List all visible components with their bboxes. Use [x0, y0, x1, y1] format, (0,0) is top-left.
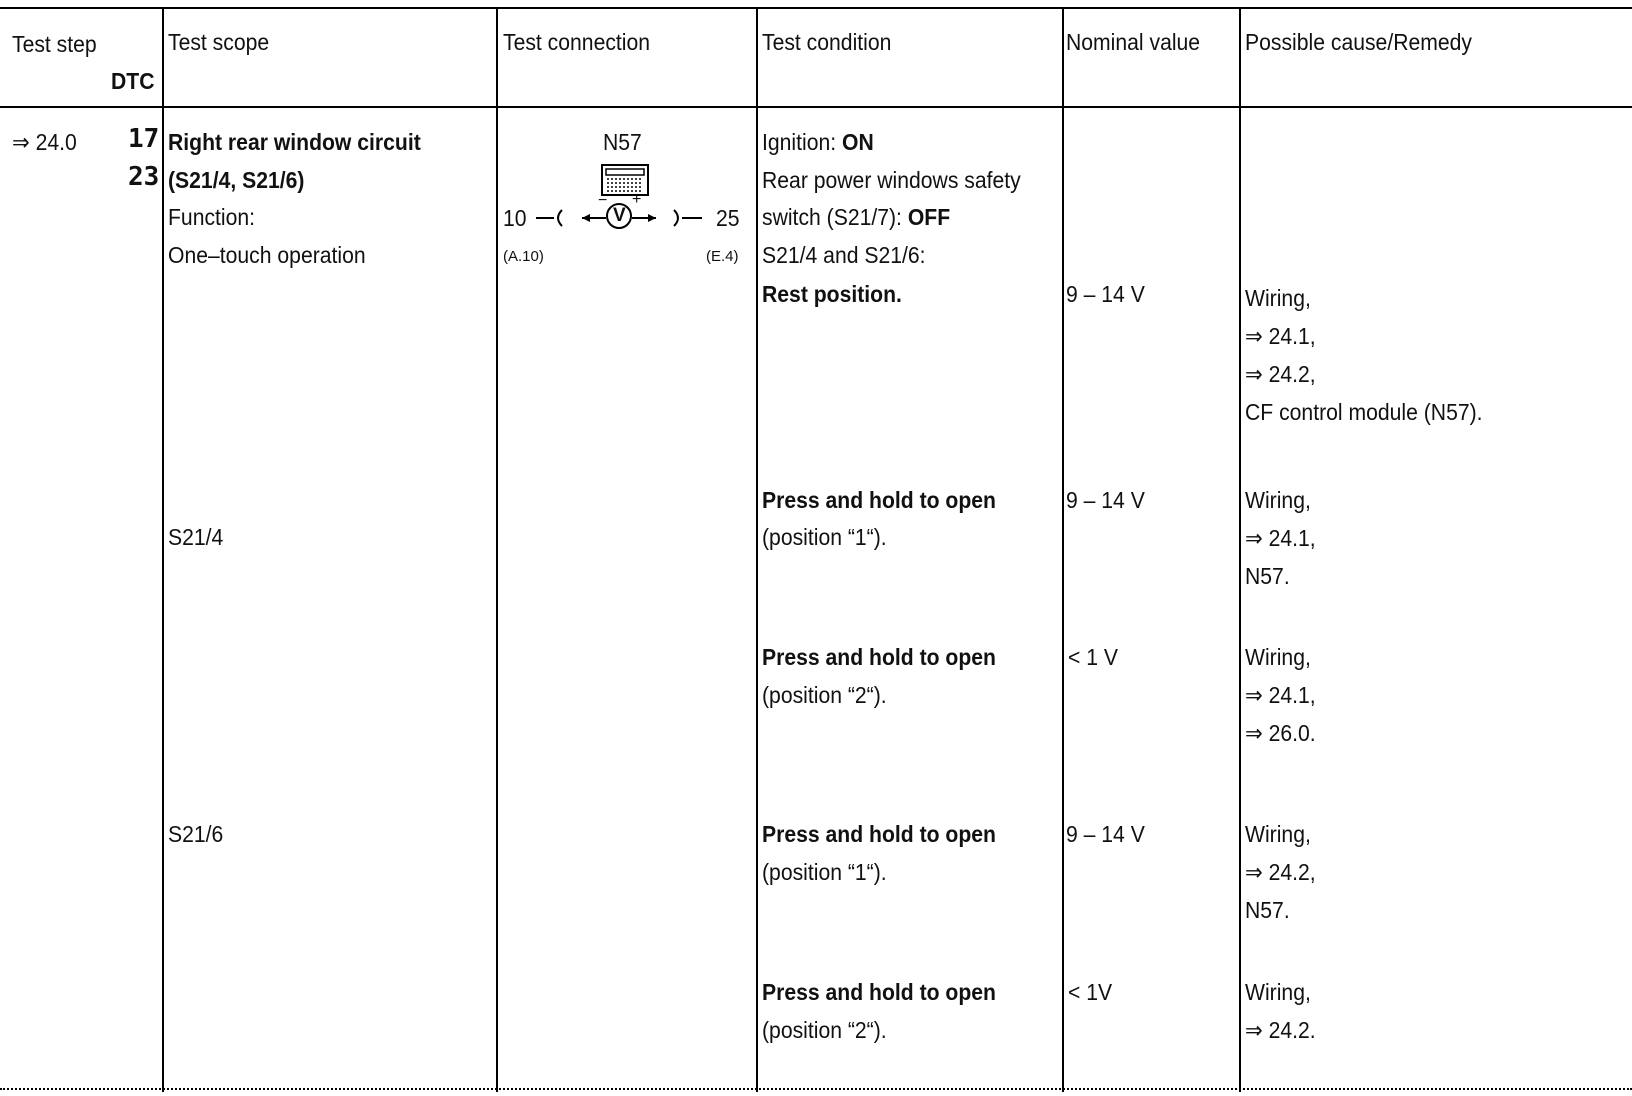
remedy-row2-line1: Wiring,: [1245, 487, 1311, 513]
condition-row5-bold: Press and hold to open: [762, 979, 996, 1005]
condition-safety-line1: Rear power windows safety: [762, 167, 1021, 193]
header-test-step: Test step: [12, 31, 97, 57]
header-test-connection: Test connection: [503, 29, 651, 55]
remedy-row4-line3: N57.: [1245, 897, 1290, 923]
condition-row2-bold: Press and hold to open: [762, 487, 996, 513]
nominal-row1: 9 – 14 V: [1066, 281, 1145, 307]
test-step-number: ⇒ 24.0: [12, 129, 77, 155]
condition-ignition: [762, 131, 874, 154]
col-divider-1: [162, 7, 164, 1092]
remedy-row5-line2: ⇒ 24.2.: [1245, 1017, 1316, 1043]
scope-function-label: Function:: [168, 204, 256, 230]
condition-row4-sub: (position “1“).: [762, 859, 887, 885]
remedy-row3-line1: Wiring,: [1245, 644, 1311, 670]
header-nominal-value: Nominal value: [1066, 29, 1201, 55]
remedy-row4-line1: Wiring,: [1245, 821, 1311, 847]
scope-function-value: One–touch operation: [168, 242, 366, 268]
control-module-icon: [601, 164, 649, 196]
condition-row1-bold: Rest position.: [762, 281, 902, 307]
nominal-row3: < 1 V: [1068, 644, 1119, 670]
remedy-row2-line2: ⇒ 24.1,: [1245, 525, 1316, 551]
scope-title-line1: Right rear window circuit: [168, 129, 421, 155]
condition-row2-sub: (position “1“).: [762, 524, 887, 550]
connection-left-socket: (A.10): [503, 248, 544, 265]
voltmeter-plus: +: [632, 191, 642, 208]
scope-title-line2: (S21/4, S21/6): [168, 167, 305, 193]
remedy-row5-line1: Wiring,: [1245, 979, 1311, 1005]
header-dtc: DTC: [111, 68, 155, 94]
connection-right-pin: 25: [716, 205, 740, 231]
col-divider-3: [756, 7, 758, 1092]
header-rule: [0, 106, 1632, 108]
top-rule: [0, 7, 1632, 9]
nominal-row5: < 1V: [1068, 979, 1113, 1005]
condition-safety-value: OFF: [907, 204, 951, 230]
voltmeter-symbol: V: [613, 205, 626, 226]
col-divider-4: [1062, 7, 1064, 1092]
remedy-row4-line2: ⇒ 24.2,: [1245, 859, 1316, 885]
remedy-row2-line3: N57.: [1245, 563, 1290, 589]
scope-switch-s21-4: S21/4: [168, 524, 224, 550]
condition-ignition-label: Ignition:: [762, 129, 842, 155]
remedy-row3-line3: ⇒ 26.0.: [1245, 720, 1316, 746]
condition-safety-line2: [762, 206, 950, 229]
remedy-row1-line2: ⇒ 24.1,: [1245, 323, 1316, 349]
remedy-row1-line1: Wiring,: [1245, 285, 1311, 311]
dtc-code-1: 17: [128, 124, 160, 154]
connection-right-socket: (E.4): [706, 248, 739, 265]
bottom-dotted-rule: [0, 1088, 1632, 1090]
header-test-condition: Test condition: [762, 29, 892, 55]
remedy-row1-line4: CF control module (N57).: [1245, 399, 1483, 425]
condition-ignition-value: ON: [841, 129, 874, 155]
nominal-row4: 9 – 14 V: [1066, 821, 1145, 847]
condition-safety-prefix: switch (S21/7):: [762, 204, 908, 230]
header-test-scope: Test scope: [168, 29, 270, 55]
condition-switches: S21/4 and S21/6:: [762, 242, 926, 268]
condition-row3-bold: Press and hold to open: [762, 644, 996, 670]
col-divider-2: [496, 7, 498, 1092]
scope-switch-s21-6: S21/6: [168, 821, 224, 847]
condition-row4-bold: Press and hold to open: [762, 821, 996, 847]
connection-left-pin: 10: [503, 205, 527, 231]
nominal-row2: 9 – 14 V: [1066, 487, 1145, 513]
col-divider-5: [1239, 7, 1241, 1092]
voltmeter-minus: −: [598, 192, 608, 209]
remedy-row3-line2: ⇒ 24.1,: [1245, 682, 1316, 708]
condition-row3-sub: (position “2“).: [762, 682, 887, 708]
header-cause-remedy: Possible cause/Remedy: [1245, 29, 1472, 55]
remedy-row1-line3: ⇒ 24.2,: [1245, 361, 1316, 387]
dtc-code-2: 23: [128, 162, 160, 192]
connection-module-label: N57: [603, 129, 642, 155]
condition-row5-sub: (position “2“).: [762, 1017, 887, 1043]
